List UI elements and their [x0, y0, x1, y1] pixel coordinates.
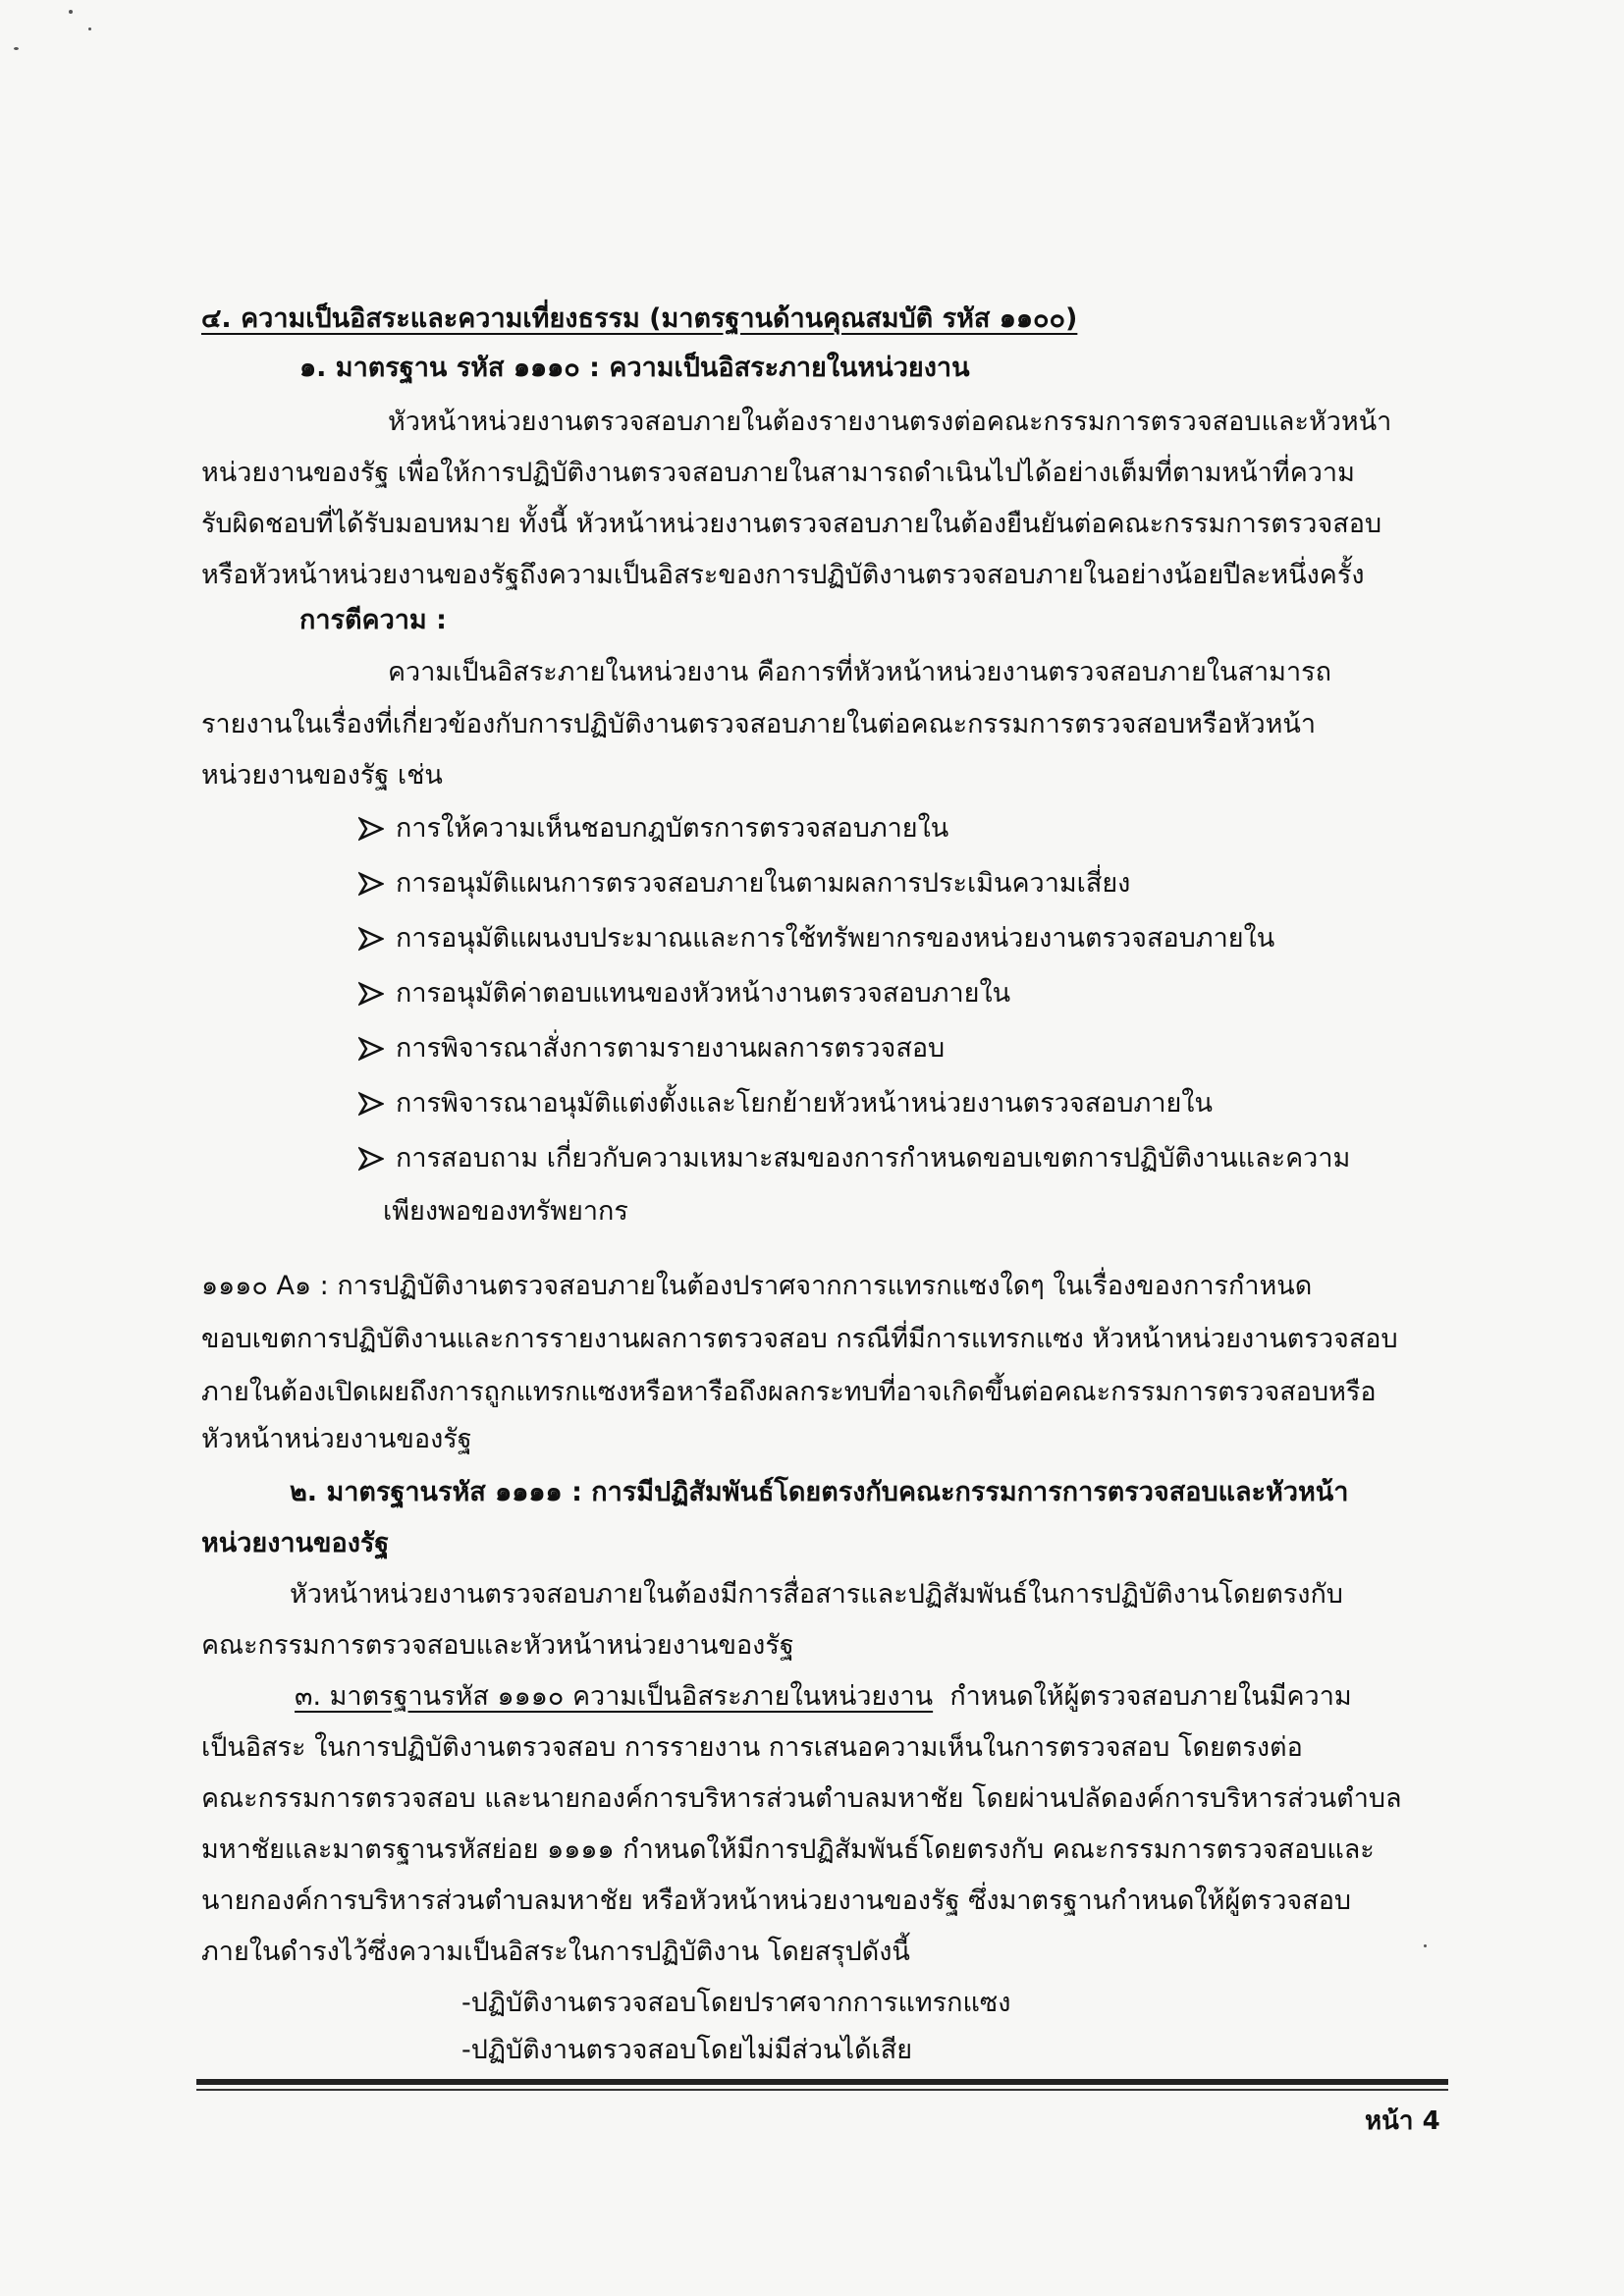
sub2-paragraph-line: คณะกรรมการตรวจสอบและหัวหน้าหน่วยงานของรัฐ	[201, 1630, 794, 1661]
subsection-3-heading-tail: กำหนดให้ผู้ตรวจสอบภายในมีความ	[949, 1681, 1352, 1712]
bullet-item	[358, 1084, 1213, 1123]
bullet-item	[358, 974, 1010, 1013]
bullet-text: การอนุมัติแผนการตรวจสอบภายในตามผลการประเมินความเสี่ยง	[396, 868, 1131, 899]
bullet-item	[358, 919, 1274, 958]
scan-speck	[14, 47, 19, 50]
subsection-2-heading: ๒. มาตรฐานรหัส ๑๑๑๑ : การมีปฏิสัมพันธ์โดยตรงกับคณะกรรมการการตรวจสอบและหัวหน้า	[290, 1477, 1349, 1507]
sub1-paragraph-line: หัวหน้าหน่วยงานตรวจสอบภายในต้องรายงานตรงต่อคณะกรรมการตรวจสอบและหัวหน้า	[388, 407, 1392, 437]
scan-speck	[88, 27, 91, 30]
bullet-item	[358, 809, 948, 848]
arrow-bullet-icon	[358, 1091, 384, 1117]
subsection-3-heading: ๓. มาตรฐานรหัส ๑๑๑๐ ความเป็นอิสระภายในหน่วยงาน	[295, 1681, 934, 1712]
sub3-paragraph-line: คณะกรรมการตรวจสอบ และนายกองค์การบริหารส่วนตำบลมหาชัย โดยผ่านปลัดองค์การบริหารส่วนตำบล	[201, 1783, 1402, 1814]
a1-paragraph-line: หัวหน้าหน่วยงานของรัฐ	[201, 1424, 472, 1454]
arrow-bullet-icon	[358, 926, 384, 952]
sub1-paragraph-line: หน่วยงานของรัฐ เพื่อให้การปฏิบัติงานตรวจสอบภายในสามารถดำเนินไปได้อย่างเต็มที่ตามหน้าที่ความ	[201, 458, 1355, 488]
bullet-item	[358, 864, 1130, 903]
sub1-paragraph-line: หรือหัวหน้าหน่วยงานของรัฐถึงความเป็นอิสระของการปฏิบัติงานตรวจสอบภายในอย่างน้อยปีละหนึ่งครั้ง	[201, 560, 1365, 590]
footer-rule	[196, 2079, 1448, 2085]
a1-paragraph-line: ขอบเขตการปฏิบัติงานและการรายงานผลการตรวจสอบ กรณีที่มีการแทรกแซง หัวหน้าหน่วยงานตรวจสอบ	[201, 1324, 1398, 1354]
interpretation-label: การตีความ :	[299, 605, 447, 635]
arrow-bullet-icon	[358, 816, 384, 842]
interpretation-line: รายงานในเรื่องที่เกี่ยวข้องกับการปฏิบัติงานตรวจสอบภายในต่อคณะกรรมการตรวจสอบหรือหัวหน้า	[201, 709, 1317, 739]
page-number: หน้า 4	[1365, 2106, 1440, 2136]
sub3-paragraph-line: ภายในดำรงไว้ซึ่งความเป็นอิสระในการปฏิบัติงาน โดยสรุปดังนี้	[201, 1937, 910, 1967]
interpretation-line: หน่วยงานของรัฐ เช่น	[201, 760, 443, 791]
dash-item: -ปฏิบัติงานตรวจสอบโดยปราศจากการแทรกแซง	[461, 1988, 1011, 2018]
section-heading: ๔. ความเป็นอิสระและความเที่ยงธรรม (มาตรฐานด้านคุณสมบัติ รหัส ๑๑๐๐)	[201, 303, 1078, 334]
arrow-bullet-icon	[358, 871, 384, 897]
scan-speck	[1424, 1944, 1427, 1947]
sub3-paragraph-line: นายกองค์การบริหารส่วนตำบลมหาชัย หรือหัวหน้าหน่วยงานของรัฐ ซึ่งมาตรฐานกำหนดให้ผู้ตรวจสอบ	[201, 1886, 1352, 1916]
dash-item: -ปฏิบัติงานตรวจสอบโดยไม่มีส่วนได้เสีย	[461, 2035, 913, 2065]
a1-paragraph-line: ภายในต้องเปิดเผยถึงการถูกแทรกแซงหรือหารือถึงผลกระทบที่อาจเกิดขึ้นต่อคณะกรรมการตรวจสอบหรือ	[201, 1377, 1377, 1407]
arrow-bullet-icon	[358, 981, 384, 1007]
bullet-continuation: เพียงพอของทรัพยากร	[383, 1196, 628, 1227]
subsection-1-heading: ๑. มาตรฐาน รหัส ๑๑๑๐ : ความเป็นอิสระภายในหน่วยงาน	[299, 353, 970, 383]
footer-rule-thin	[196, 2089, 1448, 2091]
subsection-2-heading: หน่วยงานของรัฐ	[201, 1528, 390, 1558]
bullet-text: การให้ความเห็นชอบกฎบัตรการตรวจสอบภายใน	[396, 813, 949, 844]
arrow-bullet-icon	[358, 1036, 384, 1062]
bullet-text: การสอบถาม เกี่ยวกับความเหมาะสมของการกำหนดขอบเขตการปฏิบัติงานและความ	[396, 1143, 1351, 1174]
arrow-bullet-icon	[358, 1146, 384, 1172]
sub2-paragraph-line: หัวหน้าหน่วยงานตรวจสอบภายในต้องมีการสื่อสารและปฏิสัมพันธ์ในการปฏิบัติงานโดยตรงกับ	[290, 1579, 1343, 1610]
bullet-text: การอนุมัติแผนงบประมาณและการใช้ทรัพยากรของหน่วยงานตรวจสอบภายใน	[396, 923, 1275, 954]
bullet-item	[358, 1139, 1350, 1178]
interpretation-line: ความเป็นอิสระภายในหน่วยงาน คือการที่หัวหน้าหน่วยงานตรวจสอบภายในสามารถ	[388, 657, 1331, 687]
a1-paragraph-line: ๑๑๑๐ A๑ : การปฏิบัติงานตรวจสอบภายในต้องปราศจากการแทรกแซงใดๆ ในเรื่องของการกำหนด	[201, 1271, 1313, 1301]
bullet-text: การพิจารณาสั่งการตามรายงานผลการตรวจสอบ	[396, 1033, 946, 1064]
sub3-paragraph-line: เป็นอิสระ ในการปฏิบัติงานตรวจสอบ การรายงาน การเสนอความเห็นในการตรวจสอบ โดยตรงต่อ	[201, 1732, 1303, 1763]
sub1-paragraph-line: รับผิดชอบที่ได้รับมอบหมาย ทั้งนี้ หัวหน้าหน่วยงานตรวจสอบภายในต้องยืนยันต่อคณะกรรมการตรวจสอบ	[201, 509, 1382, 539]
sub3-paragraph-line: มหาชัยและมาตรฐานรหัสย่อย ๑๑๑๑ กำหนดให้มีการปฏิสัมพันธ์โดยตรงกับ คณะกรรมการตรวจสอบและ	[201, 1834, 1375, 1865]
scan-speck	[69, 10, 73, 14]
bullet-text: การอนุมัติค่าตอบแทนของหัวหน้างานตรวจสอบภายใน	[396, 978, 1011, 1009]
bullet-item	[358, 1029, 945, 1068]
bullet-text: การพิจารณาอนุมัติแต่งตั้งและโยกย้ายหัวหน้าหน่วยงานตรวจสอบภายใน	[396, 1088, 1213, 1119]
subsection-3-heading-row	[295, 1677, 1352, 1717]
